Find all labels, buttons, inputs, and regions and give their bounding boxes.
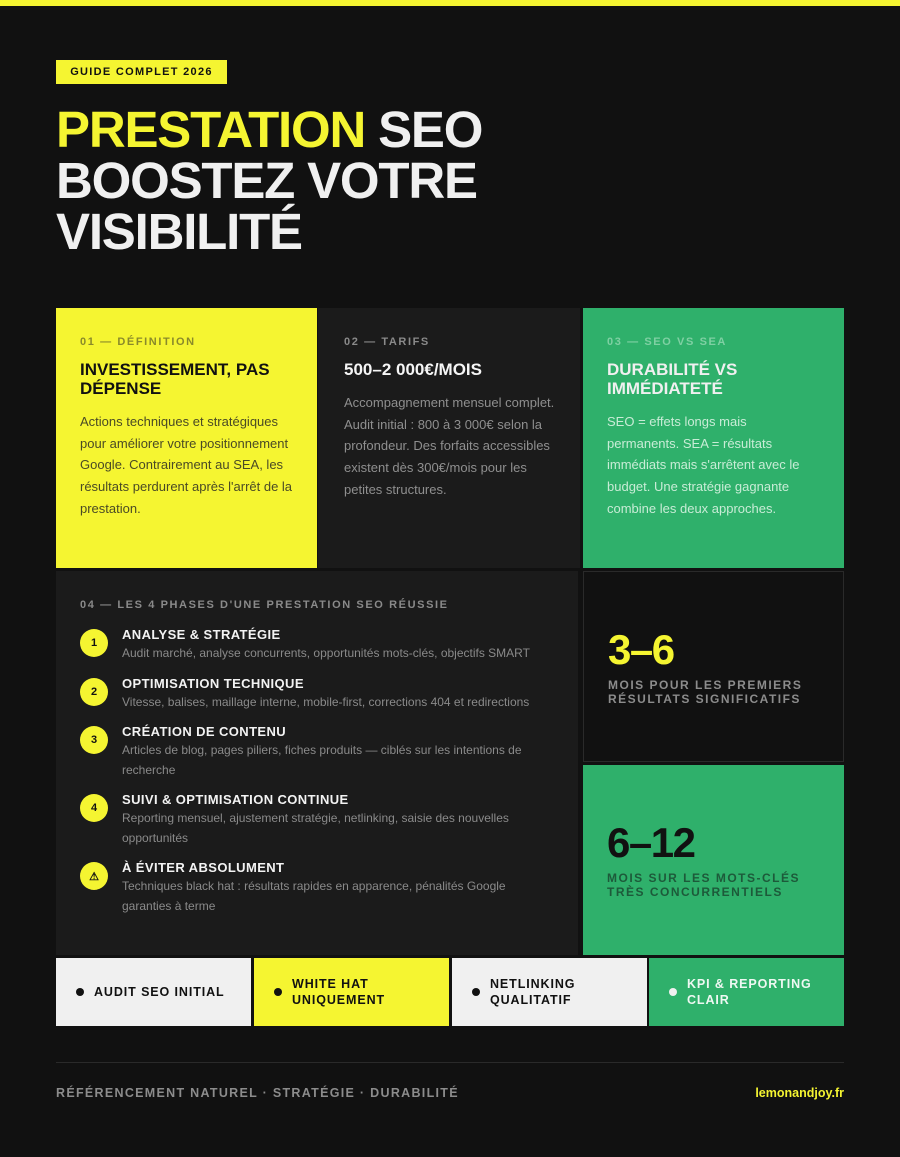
card-body: SEO = effets longs mais permanents. SEA = résultats immédiats mais s'arrêtent avec le budget. Une stratégie gagnante combine les deux approches.: [607, 414, 800, 516]
phase-item: [80, 676, 554, 713]
stat-label: MOIS POUR LES PREMIERS RÉSULTATS SIGNIFICATIFS: [608, 677, 803, 706]
chip-label: WHITE HAT UNIQUEMENT: [292, 977, 386, 1007]
chip-kpi: [649, 958, 844, 1026]
footer-site-link[interactable]: lemonandjoy.fr: [755, 1086, 844, 1100]
chip-label: NETLINKING QUALITATIF: [490, 977, 576, 1007]
phase-item: [80, 792, 554, 848]
phase-title: OPTIMISATION TECHNIQUE: [122, 675, 304, 691]
stat-label: MOIS SUR LES MOTS-CLÉS TRÈS CONCURRENTIELS: [607, 871, 801, 899]
card-tarifs: [318, 308, 580, 568]
stat-value: 6–12: [607, 819, 695, 866]
bullet-icon: [472, 988, 480, 996]
card-definition: [56, 308, 317, 568]
bullet-icon: [274, 988, 282, 996]
title-line3: VISIBILITÉ: [56, 203, 302, 260]
phase-title: À ÉVITER ABSOLUMENT: [122, 860, 285, 875]
card-heading: DURABILITÉ VS IMMÉDIATETÉ: [607, 360, 738, 398]
title-line1-rest: SEO: [365, 101, 483, 158]
title-line2: BOOSTEZ VOTRE: [56, 152, 477, 209]
card-kicker: 02 — TARIFS: [344, 336, 430, 348]
chip-audit: [56, 958, 251, 1026]
phase-number-badge: 1: [80, 629, 108, 657]
phase-title: CRÉATION DE CONTENU: [122, 724, 287, 739]
footer-divider: [56, 1062, 844, 1063]
phases-panel: [56, 571, 578, 955]
phase-item: [80, 627, 554, 664]
top-accent-bar: [0, 0, 900, 6]
card-kicker: 03 — SEO VS SEA: [607, 336, 727, 348]
phase-desc: Articles de blog, pages piliers, fiches produits — ciblés sur les intentions de recherche: [122, 743, 522, 777]
bullet-icon: [76, 988, 84, 996]
card-heading: 500–2 000€/MOIS: [344, 360, 482, 379]
bullet-icon: [669, 988, 677, 996]
phase-number-badge: 4: [80, 794, 108, 822]
stat-value: 3–6: [608, 625, 674, 673]
phase-desc: Audit marché, analyse concurrents, opportunités mots-clés, objectifs SMART: [122, 646, 530, 660]
page-title: [56, 101, 483, 260]
phase-number-badge: 2: [80, 678, 108, 706]
phase-number-badge: 3: [80, 726, 108, 754]
card-seo-vs-sea: [583, 308, 844, 568]
stat-competitive-keywords: [583, 765, 844, 955]
phase-title: SUIVI & OPTIMISATION CONTINUE: [122, 792, 349, 807]
warning-icon: ⚠: [80, 862, 108, 890]
footer-tagline: RÉFÉRENCEMENT NATUREL · STRATÉGIE · DURABILITÉ: [56, 1086, 459, 1100]
phase-desc: Reporting mensuel, ajustement stratégie, netlinking, saisie des nouvelles opportunités: [122, 811, 509, 845]
title-highlight: PRESTATION: [56, 101, 366, 158]
chip-white-hat: [254, 958, 449, 1026]
chip-label: KPI & REPORTING CLAIR: [687, 977, 812, 1007]
phase-desc: Vitesse, balises, maillage interne, mobile-first, corrections 404 et redirections: [122, 694, 530, 709]
phase-title: ANALYSE & STRATÉGIE: [122, 627, 281, 642]
chip-netlinking: [452, 958, 647, 1026]
card-body: Actions techniques et stratégiques pour améliorer votre positionnement Google. Contrairement au SEA, les résultats perdurent après l'arrêt de la prestation.: [80, 414, 293, 516]
card-heading: INVESTISSEMENT, PAS DÉPENSE: [80, 360, 270, 398]
phase-desc: Techniques black hat : résultats rapides en apparence, pénalités Google garanties à terme: [122, 879, 506, 913]
phases-kicker: 04 — LES 4 PHASES D'UNE PRESTATION SEO RÉUSSIE: [80, 599, 449, 611]
guide-badge: GUIDE COMPLET 2026: [56, 60, 227, 84]
chip-label: AUDIT SEO INITIAL: [94, 985, 225, 999]
card-kicker: 01 — DÉFINITION: [80, 336, 196, 348]
stat-first-results: [583, 571, 844, 762]
card-body: Accompagnement mensuel complet. Audit initial : 800 à 3 000€ selon la profondeur. Des forfaits accessibles existent dès 300€/mois pour les petites structures.: [344, 395, 555, 497]
phase-item-warning: [80, 860, 554, 916]
phase-item: [80, 724, 554, 780]
